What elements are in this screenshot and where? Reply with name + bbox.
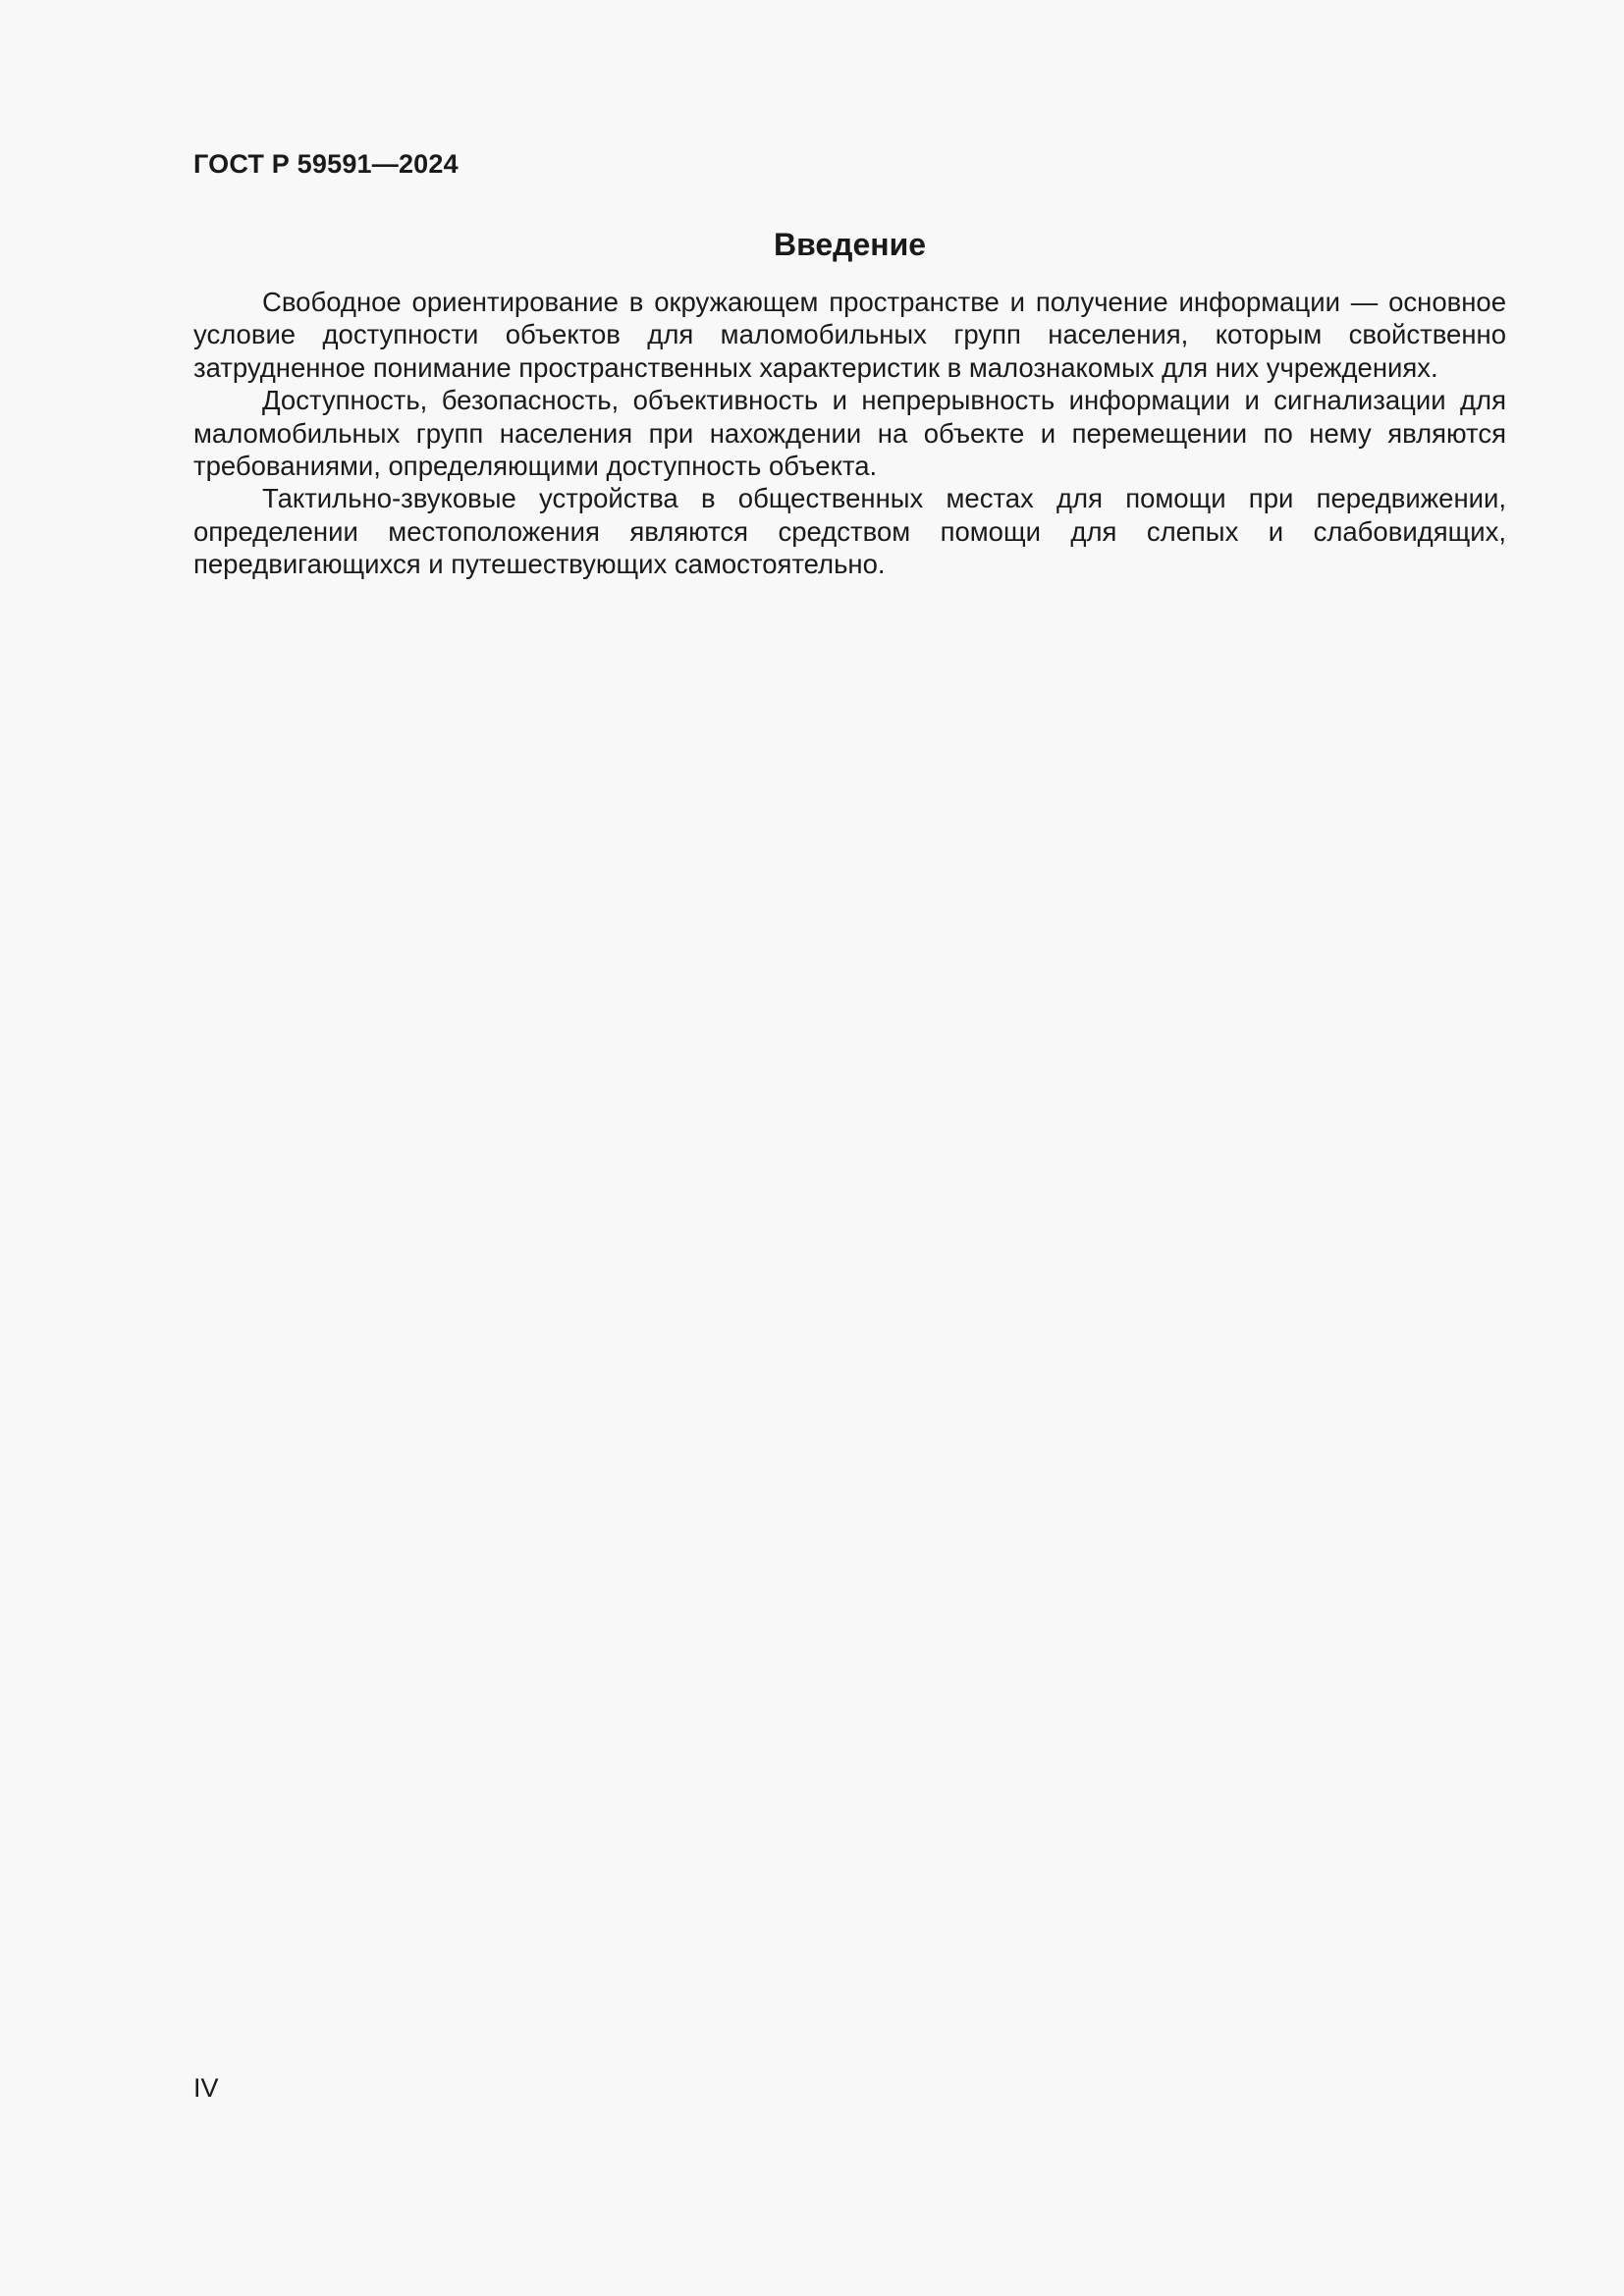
paragraph-3: Тактильно-звуковые устройства в общественных местах для помощи при передвижении, определении местоположения являются средством помощи для слепых и слабовидящих, передвигающихся и путешествующих самостоятельно. (193, 483, 1506, 580)
paragraph-2: Доступность, безопасность, объективность и непрерывность информации и сигнализации для маломобильных групп населения при нахождении на объекте и перемещении по нему являются требованиями, определяющими доступность объекта. (193, 385, 1506, 482)
standard-designation: ГОСТ Р 59591—2024 (193, 149, 459, 179)
introduction-body (193, 286, 1506, 581)
paragraph-1: Свободное ориентирование в окружающем пространстве и получение информации — основное условие доступности объектов для маломобильных групп населения, которым свойственно затрудненное понимание пространственных характеристик в малознакомых для них учреждениях. (193, 287, 1506, 383)
section-title: Введение (773, 227, 927, 262)
page-number: IV (193, 2073, 219, 2103)
